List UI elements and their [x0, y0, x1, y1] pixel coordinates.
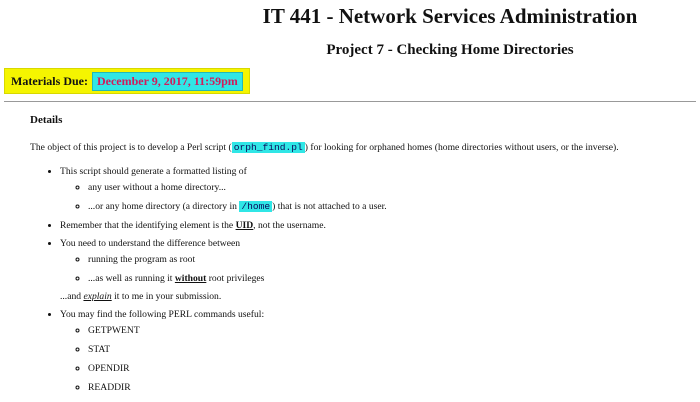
perl-command-item: ◦ STAT — [88, 344, 690, 356]
perl-command-item: ◦ GETPWENT — [88, 325, 690, 337]
note-text-post: it to me in your submission. — [111, 290, 222, 302]
sub-list-item — [88, 201, 690, 213]
horizontal-divider — [4, 101, 696, 102]
list-item-text: This script should generate a formatted listing of — [60, 165, 247, 177]
list-item — [60, 238, 690, 303]
materials-due-box — [4, 68, 250, 94]
perl-commands-list — [60, 325, 690, 394]
note-text-pre: ...and — [60, 290, 84, 302]
explain-note — [60, 291, 690, 303]
home-path-code: /home — [241, 200, 271, 212]
due-label: Materials Due: — [11, 73, 88, 88]
requirements-list — [30, 166, 690, 394]
sub-text-pre: ...or any home directory (a directory in — [88, 200, 240, 212]
uid-emphasis: UID — [235, 219, 254, 231]
list-item-text: You may find the following PERL commands useful: — [60, 308, 265, 320]
sub-text-post: ) that is not attached to a user. — [272, 200, 387, 212]
list-item — [60, 309, 690, 394]
without-emphasis: without — [174, 272, 207, 284]
script-name-code: orph_find.pl — [233, 141, 303, 153]
page-subtitle: Project 7 - Checking Home Directories — [326, 42, 574, 58]
list-item — [60, 166, 690, 213]
list-item-text-post: , not the username. — [253, 219, 326, 231]
details-section — [30, 114, 690, 401]
sub-text-post: root privileges — [206, 272, 265, 284]
details-heading: Details — [30, 114, 63, 126]
intro-paragraph — [30, 142, 690, 154]
sub-list-item — [88, 273, 690, 285]
sub-text-pre: ...as well as running it — [88, 272, 175, 284]
list-item — [60, 220, 690, 232]
sub-list — [60, 254, 690, 285]
intro-text-pre: The object of this project is to develop a Perl script ( — [30, 141, 232, 153]
perl-command-item: ◦ OPENDIR — [88, 363, 690, 375]
due-date: December 9, 2017, 11:59pm — [92, 72, 243, 91]
page-title: IT 441 - Network Services Administration — [262, 4, 638, 28]
list-item-text-pre: Remember that the identifying element is the — [60, 219, 236, 231]
intro-text-post: ) for looking for orphaned homes (home directories without users, or the inverse). — [304, 141, 619, 153]
sub-list-item: ◦ running the program as root — [88, 254, 690, 266]
list-item-text: You need to understand the difference between — [60, 237, 241, 249]
perl-command-item: ◦ READDIR — [88, 382, 690, 394]
sub-list-item: ◦ any user without a home directory... — [88, 182, 690, 194]
explain-emphasis: explain — [83, 290, 112, 302]
sub-list — [60, 182, 690, 213]
